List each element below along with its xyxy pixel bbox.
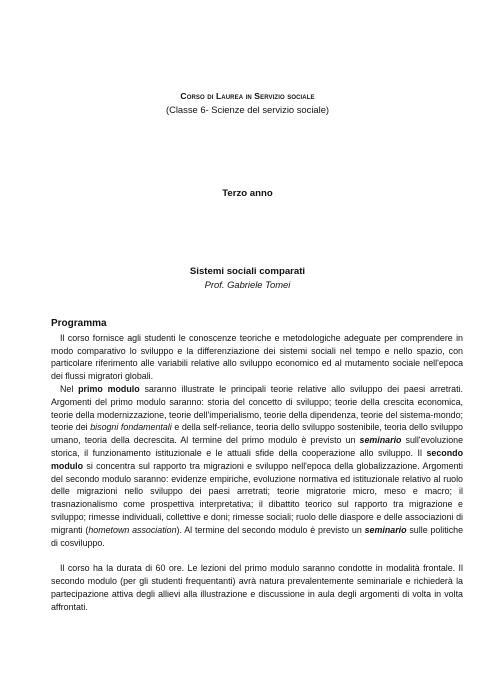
hometown-association-term: hometown association: [88, 524, 177, 535]
course-title: Corso di Laurea in Servizio sociale: [180, 91, 315, 101]
professor-name: Prof. Gabriele Tomei: [204, 279, 291, 290]
year-heading: Terzo anno: [222, 188, 273, 199]
first-module-term: primo modulo: [78, 383, 140, 394]
basic-needs-term: bisogni fondamentali: [90, 422, 172, 433]
program-paragraph-1: Il corso fornisce agli studenti le conoscenze teoriche e metodologiche adeguate per comprendere in modo comparativo lo sviluppo e la differenziazione dei sistemi sociali nel tempo e nello spazio, con particolare riferimento alle variabili relative allo sviluppo economico ed al mutamento sociale nell'epoca dei flussi migratori globali.: [51, 332, 463, 382]
program-paragraph-2: Nel primo modulo saranno illustrate le principali teorie relative allo sviluppo dei paesi arretrati. Argomenti del primo modulo saranno: storia del concetto di sviluppo; teorie della crescita economica, teorie della modernizzazione, teorie dell'imperialismo, teorie della dipendenza, teorie del sistema-mondo; teorie dei bisogni fondamentali e della self-reliance, teoria dello sviluppo sostenibile, teoria dello sviluppo umano, teoria della decrescita. Al termine del primo modulo è previsto un seminario sull'evoluzione storica, il funzionamento istituzionale e le attuali sfide della cooperazione allo sviluppo. Il secondo modulo si concentra sul rapporto tra migrazioni e sviluppo nell'epoca della globalizzazione. Argomenti del secondo modulo saranno: evidenze empiriche, evoluzione normativa ed istituzionale relativo al ruolo delle migrazioni nello sviluppo dei paesi arretrati; teorie migratorie micro, meso e macro; il trasnazionalismo come prospettiva interpretativa; il dibattito teorico sul rapporto tra migrazione e sviluppo; rimesse individuali, collettive e doni; rimesse sociali; ruolo delle diaspore e delle associazioni di migranti (hometown association). Al termine del secondo modulo è previsto un seminario sulle politiche di cosviluppo.: [51, 383, 463, 548]
seminar-term-1: seminario: [359, 435, 402, 446]
program-paragraph-3: Il corso ha la durata di 60 ore. Le lezioni del primo modulo saranno condotte in modalità frontale. Il secondo modulo (per gli studenti frequentanti) avrà natura prevalentemente seminariale e richiederà la partecipazione attiva degli allievi alla illustrazione e discussione in aula degli argomenti di volta in volta affrontati.: [51, 563, 463, 612]
seminar-term-2: seminario: [364, 524, 407, 535]
subject-title: Sistemi sociali comparati: [189, 266, 306, 277]
program-body: [51, 318, 463, 614]
second-module-term: secondo modulo: [51, 447, 463, 471]
program-heading: Programma: [51, 318, 107, 329]
course-class: (Classe 6- Scienze del servizio sociale): [165, 104, 330, 115]
